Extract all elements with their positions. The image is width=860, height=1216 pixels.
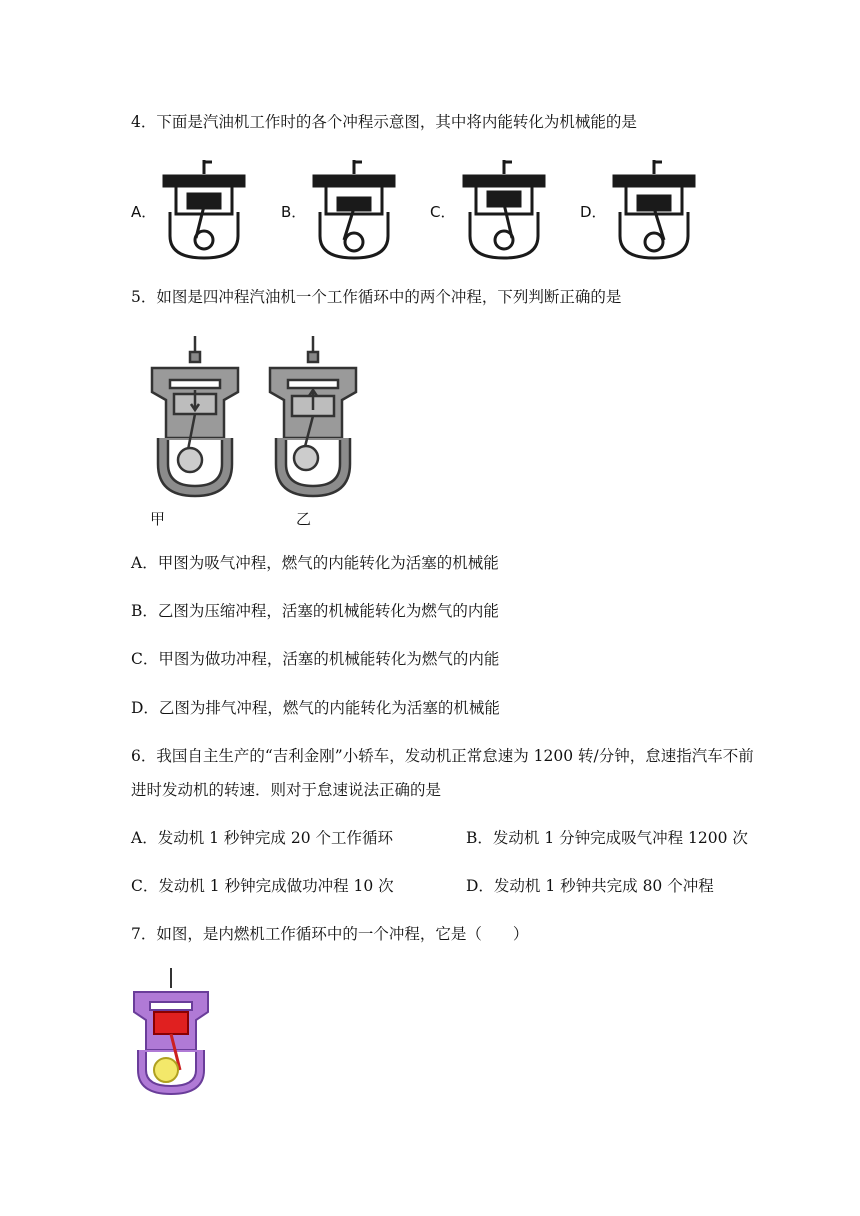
q4-option-d-label: D． [580,203,607,221]
q6-stem-line1: 6．我国自主生产的“吉利金刚”小轿车，发动机正常怠速为 1200 转/分钟，怠速指汽车不前 [131,747,754,765]
q4-option-b-label: B． [281,203,307,221]
q4-engine-figure-c [458,158,550,262]
q6-option-c: C．发动机 1 秒钟完成做功冲程 10 次 [131,877,394,895]
q4-engine-figure-a [158,158,250,262]
q6-option-b: B．发动机 1 分钟完成吸气冲程 1200 次 [466,829,748,847]
q5-caption-jia: 甲 [150,510,166,528]
q5-option-d: D．乙图为排气冲程，燃气的内能转化为活塞的机械能 [131,699,500,717]
q5-option-c: C．甲图为做功冲程，活塞的机械能转化为燃气的内能 [131,650,500,668]
q4-engine-figure-b [308,158,400,262]
q5-option-b: B．乙图为压缩冲程，活塞的机械能转化为燃气的内能 [131,602,499,620]
q7-engine-figure [130,966,212,1098]
q4-option-c-label: C． [430,203,456,221]
q7-stem: 7．如图，是内燃机工作循环中的一个冲程，它是（ ） [131,925,529,943]
q5-caption-yi: 乙 [296,510,312,528]
q6-stem-line2: 进时发动机的转速．则对于怠速说法正确的是 [131,781,442,799]
q4-engine-figure-d [608,158,700,262]
q5-option-a: A．甲图为吸气冲程，燃气的内能转化为活塞的机械能 [131,554,499,572]
q6-option-d: D．发动机 1 秒钟共完成 80 个冲程 [466,877,714,895]
q4-stem: 4．下面是汽油机工作时的各个冲程示意图，其中将内能转化为机械能的是 [131,113,637,131]
q5-stem: 5．如图是四冲程汽油机一个工作循环中的两个冲程，下列判断正确的是 [131,288,622,306]
q5-engine-figure-jia [148,334,242,500]
q6-option-a: A．发动机 1 秒钟完成 20 个工作循环 [131,829,393,847]
q5-engine-figure-yi [266,334,360,500]
q4-option-a-label: A． [131,203,157,221]
